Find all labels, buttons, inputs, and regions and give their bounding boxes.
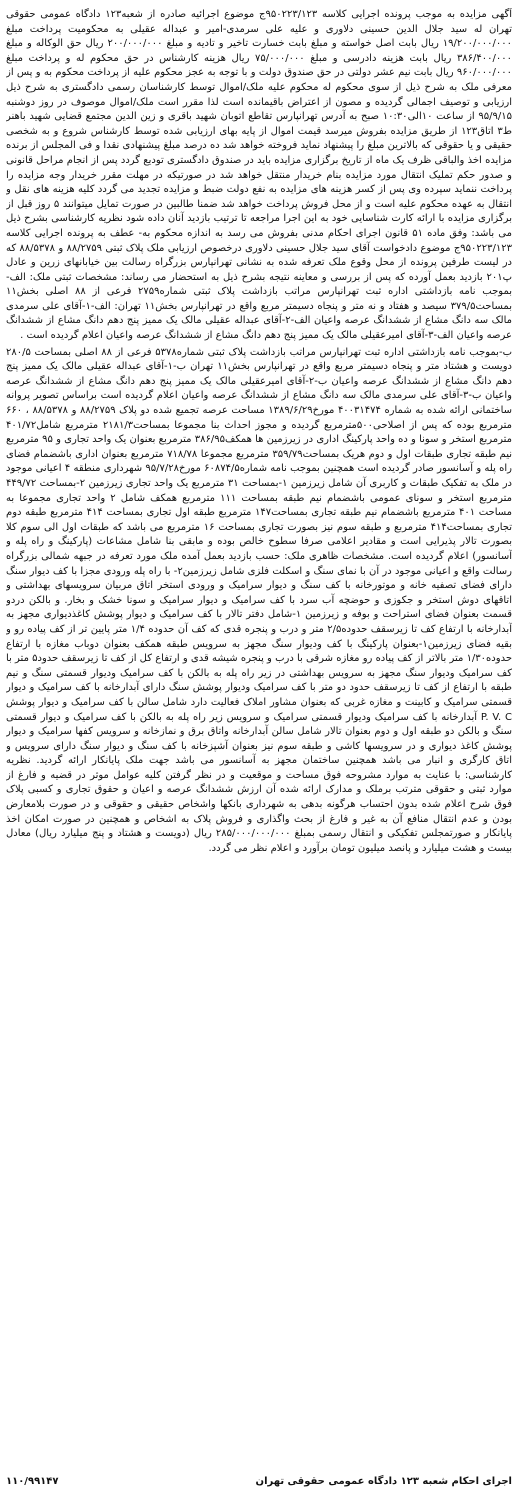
issuer-signature: اجرای احکام شعبه ۱۲۳ دادگاه عمومی حقوقی تهران (255, 1475, 512, 1487)
notice-footer (6, 1473, 512, 1489)
auction-notice (6, 8, 512, 1491)
notice-reference-code: ۱۱۰/۹۹۱۴۷ (6, 1475, 59, 1487)
notice-body (6, 8, 512, 856)
notice-paragraph-second-plot: ب-بموجب نامه بازداشتی اداره ثبت تهرانپارس مراتب بازداشت پلاک ثبتی شماره۵۳۷۸ فرعی از ۸۸ اصلی بمساحت ۲۸۰/۵ دویست و هشتاد متر و پنجاه دسیمتر مربع واقع در تهرانپارس بخش۱۱ تهران ب-۱-آقای عبداله عقیلی مالک یک ممیز پنج دهم دانگ مشاع از ششدانگ عرصه واعیان ب-۲-آقای امیرعقیلی مالک یک ممیز پنج دهم دانگ مشاع از ششدانگ عرصه واعیان ب-۳-آقای علی سرمدی مالک سه دانگ مشاع از ششدانگ عرصه واعیان اعلام گردیده است براساس تصویر پروانه ساختمانی ارائه شده به شماره ۴۰۰۳۱۴۷۴ مورخ۱۳۸۹/۶/۲۹ مساحت عرصه تجمیع شده دو پلاک ۸۸/۲۷۵۹ و ۸۸/۵۳۷۸ ، ۶۶۰ مترمربع بوده که پس از اصلاحی۵۰۰مترمربع گردیده و مجوز احداث بنا مجموعا بمساحت۲۱۸۱/۳ مترمربع شامل۴۰۱/۷۲ مترمربع استخر و سونا و ده واحد پارکینگ اداری در زیرزمین ها همکف۳۸۶/۹۵ مترمربع بعنوان یک واحد تجاری و ۹۵ مترمربع نیم طبقه تجاری طبقات اول و دوم هریک بمساحت۳۵۹/۷۹ مترمربع مجموعا ۷۱۸/۷۸ مترمربع بعنوان اداری باشضمام فضای راه پله و آسانسور صادر گردیده است همچنین بموجب نامه شماره۶۰۸۷۴/۵ مورخ۹۵/۷/۲۸ شهرداری منطقه ۴ اعیانی موجود در ملک به تفکیک طبقات و کاربری آن شامل زیرزمین ۱-بمساحت ۳۱ مترمربع یک واحد تجاری زیرزمین ۲-بمساحت ۴۴۹/۷۲ مترمربع استخر و سونای عمومی باشضمام نیم طبقه بمساحت ۱۱۱ مترمربع همکف شامل ۲ واحد تجاری مجموعا به مساحت ۴۰۱ مترمربع باشضمام نیم طبقه تجاری بمساحت۱۴۷ مترمربع طبقه اول تجاری بمساحت ۴۱۴ مترمربع طبقه دوم تجاری بمساحت۴۱۴ مترمربع و طبقه سوم نیز بصورت تجاری بمساحت ۱۶ مترمربع می باشد که طبقات اول الی سوم کلا بصورت تالار پذیرایی است و مقادیر اعلامی صرفا سطوح خالص بوده و مابقی بنا شامل مشاعات (پارکینگ و راه پله و آسانسور) اعلام گردیده است. مشخصات ظاهری ملک: حسب بازدید بعمل آمده ملک مورد تعرفه در جبهه شمالی بزرگراه رسالت واقع و اعیانی موجود در آن با نمای سنگ و اسکلت فلزی شامل زیرزمین۲- با راه پله ورودی مجزا با کف دیوار سنگ دارای فضای تصفیه خانه و موتورخانه با کف سنگ و دیوار سرامیک و ورودی استخر اتاق مربیان سرویسهای بهداشتی و اتاقهای دوش استخر و جکوزی و حوضچه آب سرد با کف سرامیک و دیوار سرامیک و سونا خشک و بخار. و بالکن دردو قسمت بعنوان فضای استراحت و بوفه و زیرزمین ۱-شامل دفتر تالار با کف سرامیک و دیوار پوشش کاغذدیواری مجهز به آبدارخانه با ارتفاع کف تا زیرسقف حدوده۲/۵ متر و درب و پنجره قدی که کف آن حدوده ۱/۴ متر پایین تر از کف پیاده رو و بقیه فضای زیرزمین۱-بعنوان پارکینگ با کف ودیوار سنگ مجهز به سرویس طبقه همکف بعنوان دوباب مغازه با ارتفاع حدوده۱/۳۰ متر بالاتر از کف پیاده رو مغازه شرقی با درب و پنجره شیشه قدی و ارتفاع کل از کف تا زیرسقف حدود۵ متر با کف سرامیک ودیوار سنگ مجهز به سرویس بهداشتی در زیر راه پله به بالکن با کف سرامیک ودیوار قسمتی سنگ و نیم طبقه با ارتفاع از کف تا زیرسقف حدود دو متر با کف سرامیک ودیوار پوشش سنگ دارای آبدارخانه با کف سرامیک و دیوار قسمتی سرامیک و کابینت و مغازه غربی که بعنوان مشاور املاک فعالیت دارد شامل سالن با کف سرامیک و دیوار پوشش P. V. C آبدارخانه با کف سرامیک ودیوار قسمتی سرامیک و سرویس زیر راه پله به بالکن با کف سرامیک و دیوار قسمتی سنگ و بالکن دو طبقه اول و دوم بعنوان تالار شامل سالن آبدارخانه واتاق برق و نمازخانه و سرویس کفها سرامیک و دیوار پوشش کاغذ دیواری و در سرویسها کاشی و طبقه سوم نیز بعنوان آشپزخانه با کف سنگ و دیوار سنگ دارای سرویس و اتاق کارگری و انبار می باشد همچنین ساختمان مجهز به آسانسور می باشد جهت ملک پایانکار ارائه گردید. نظریه کارشناسی: با عنایت به موارد مشروحه فوق مساحت و موقعیت و در نظر گرفتن کلیه عوامل موثر در قضیه و فارغ از موارد ثبتی و حقوقی مترتب برملک و مدارک ارائه شده آن ارزش ششدانگ عرصه و اعیان و حقوق تجاری و کسبی پلاک فوق شرح اعلام شده بدون احتساب هرگونه بدهی به شهرداری بانکها واشخاص حقیقی و حقوقی و در صورت بلامعارض بودن و عدم انتقال منافع آن به غیر و فارغ از بحث واگذاری و فروش پلاک به اشخاص و همچنین در صورت امکان اخذ پایانکار و صورتمجلس تفکیکی و انتقال رسمی بمبلغ ۲۸۵/۰۰۰/۰۰۰/۰۰۰ ریال (دویست و هشتاد و پنج میلیارد ریال) معادل بیست و هشت میلیارد و پانصد میلیون تومان برآورد و اعلام نظر می گردد. (6, 346, 512, 854)
notice-paragraph-main: آگهی مزایده به موجب پرونده اجرایی کلاسه ۹۵۰۲۲۳/۱۲۳ج موضوع اجرائیه صادره از شعبه۱۲۳ دادگاه عمومی حقوقی تهران له سید جلال الدین حسینی دلاوری و علیه علی سرمدی-امیر و عبداله عقیلی به محکومیت پرداخت مبلغ ۱۹/۲۰۰/۰۰۰/۰۰۰ ریال بابت اصل خواسته و مبلغ بابت خسارت تاخیر و تادیه و مبلغ ۲۰۰/۰۰۰/۰۰۰ ریال حق الوکاله و مبلغ ۳۸۶/۴۰۰/۰۰۰ ریال بابت هزینه دادرسی و مبلغ ۷۵/۰۰۰/۰۰۰ ریال هزینه کارشناس در حق محکوم له و پرداخت مبلغ ۹۶۰/۰۰۰/۰۰۰ ریال بابت نیم عشر دولتی در حق صندوق دولت و با توجه به عجز محکوم علیه از پرداخت محکوم به و پس از معرفی ملک به شرح ذیل از سوی محکوم له محکوم علیه ملک/اموال توسط کارشناسان رسمی دادگستری به شرح ذیل ارزیابی و توصیف اجمالی گردیده و مصون از اعتراض باقیمانده است لذا مقرر است ملک/اموال موصوف در روز دوشنبه ۹۵/۹/۱۵ از ساعت ۱۰الی۱۰:۳۰ صبح به آدرس تهرانپارس تقاطع اتوبان شهید باقری و زین الدین مجتمع قضایی شهید باهنر ط۳ اتاق۱۲۳ از طریق مزایده بفروش میرسد قیمت اموال از پایه بهای ارزیابی شده توسط کارشناس شروع و به شخصی حقیقی و یا حقوقی که بالاترین مبلغ را پیشنهاد نماید فروخته خواهد شد ده درصد مبلغ پیشنهادی نقدا و فی المجلس از برنده مزایده اخذ والباقی ظرف یک ماه از تاریخ برگزاری مزایده باید در صندوق دادگستری تودیع گردد پس از انجام مراحل قانونی و صدور حکم تملیک انتقال مورد مزایده بنام خریدار منتقل خواهد شد در صورتیکه در مهلت مقرر خریدار وجه مزایده را پرداخت ننماید سپرده وی پس از کسر هزینه های مزایده به نفع دولت ضبط و مزایده تجدید می گردد کلیه هزینه های نقل و انتقال به عهده محکوم علیه است و از محل فروش پرداخت خواهد شد ضمنا طالبین در صورت تمایل میتوانند ۵ روز قبل از برگزاری مزایده با ارائه کارت شناسایی خود به این اجرا مراجعه تا ترتیب بازدید آنان داده شود نظریه کارشناسی بشرح ذیل می باشد: وفق ماده ۵۱ قانون اجرای احکام مدنی بفروش می رسد به اندازه محکوم به- عطف به پرونده اجرایی کلاسه ۹۵۰۲۲۳/۱۲۳ج موضوع دادخواست آقای سید جلال حسینی دلاوری درخصوص ارزیابی ملک پلاک ثبتی ۸۸/۲۷۵۹ و ۸۸/۵۳۷۸ که در لیست طرفین پرونده از محل وقوع ملک تعرفه شده به نشانی تهرانپارس بزرگراه رسالت بین خیابانهای زرین و عادل پ۲۰۱ بازدید بعمل آورده که پس از بررسی و معاینه نتیجه بشرح ذیل به استحضار می رساند: مشخصات ثبتی ملک: الف- بموجب نامه بازداشتی اداره ثبت تهرانپارس مراتب بازداشت پلاک ثبتی شماره۲۷۵۹ فرعی از ۸۸ اصلی بخش۱۱ بمساحت۳۷۹/۵ سیصد و هفتاد و نه متر و پنجاه دسیمتر مربع واقع در تهرانپارس بخش۱۱ تهران: الف-۱-آقای علی سرمدی مالک سه دانگ مشاع از ششدانگ عرصه واعیان الف-۲-آقای عبداله عقیلی مالک یک ممیز پنج دهم دانگ مشاع از ششدانگ عرصه واعیان الف-۳-آقای امیرعقیلی مالک یک ممیز پنج دهم دانگ مشاع از ششدانگ عرصه واعیان اعلام گردیده است . (6, 9, 512, 342)
